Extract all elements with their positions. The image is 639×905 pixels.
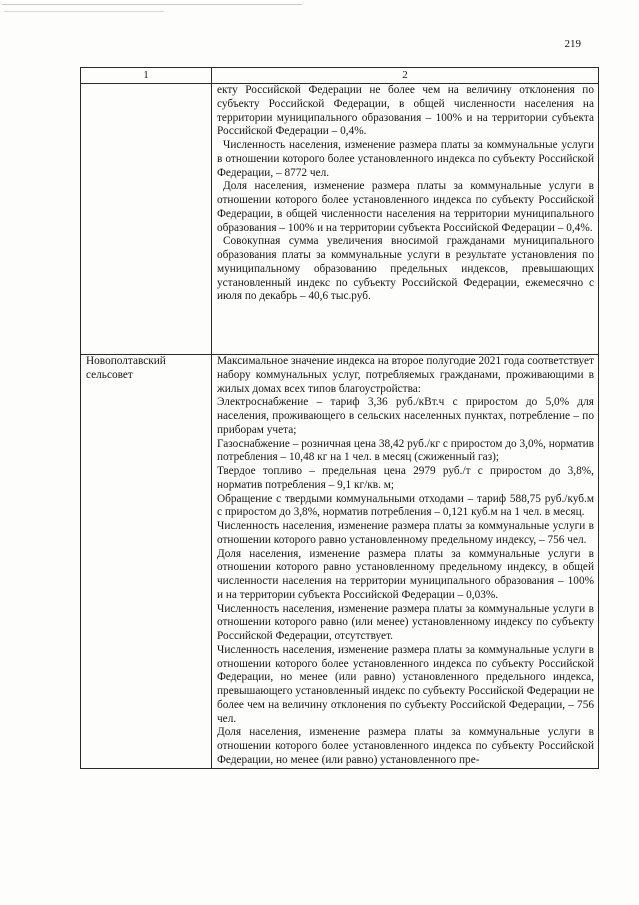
scan-edge-mark [2,4,302,5]
paragraph: Максимальное значение индекса на второе полугодие 2021 года соответствует набору коммунальных услуг, потребляемых гражданами, проживающими в жилых домах всех типов благоустройства: [217,355,594,395]
paragraph: Доля населения, изменение размера платы за коммунальные услуги в отношении которого более установленного индекса по субъекту Российской Федерации, в общей численности населения на территории муниципального образования – 100% и на территории субъекта Российской Федерации – 0,4%. [217,180,594,234]
paragraph: Газоснабжение – розничная цена 38,42 руб./кг с приростом до 3,0%, норматив потребления – 10,48 кг на 1 чел. в месяц (сжиженный газ); [217,437,594,464]
scan-edge-mark [4,11,164,12]
paragraph: екту Российской Федерации не более чем на величину отклонения по субъекту Российской Федерации, в общей численности населения на территории муниципального образования – 100% и на территории субъекта Российской Федерации – 0,4%. [217,84,594,138]
paragraph: Обращение с твердыми коммунальными отходами – тариф 588,75 руб./куб.м с приростом до 3,8%, норматив потребления – 0,121 куб.м на 1 чел. в месяц. [217,492,594,519]
paragraph: Численность населения, изменение размера платы за коммунальные услуги в отношении которого более установленного индекса по субъекту Российской Федерации, – 8772 чел. [217,139,594,179]
paragraph: Численность населения, изменение размера платы за коммунальные услуги в отношении которого равно установленному предельному индексу, – 756 чел. [217,520,594,546]
description-cell [212,355,599,769]
municipality-name-cell: Новополтавский сельсовет [81,355,212,769]
paragraph: Доля населения, изменение размера платы за коммунальные услуги в отношении которого более установленного индекса по субъекту Российской Федерации, но менее (или равно) установленного пре- [217,726,594,766]
header-col-2: 2 [212,68,599,84]
paragraph: Численность населения, изменение размера платы за коммунальные услуги в отношении которого равно (или менее) установленному индексу по субъекту Российской Федерации, отсутствует. [217,602,594,642]
paragraph: Совокупная сумма увеличения вносимой гражданами муниципального образования платы за коммунальные услуги в результате установления по муниципальному образованию предельных индексов, превышающих установленный индекс по субъекту Российской Федерации, ежемесячно с июля по декабрь – 40,6 тыс.руб. [217,235,594,303]
paragraph: Твердое топливо – предельная цена 2979 руб./т с приростом до 3,8%, норматив потребления – 9,1 кг/кв. м; [217,465,594,491]
municipality-name-cell [81,84,212,355]
page-number: 219 [564,38,581,50]
description-cell [212,84,599,355]
header-col-1: 1 [81,68,212,84]
table-row [81,84,599,355]
table-header-row [81,68,599,84]
document-table [80,67,599,769]
paragraph: Доля населения, изменение размера платы за коммунальные услуги в отношении которого равно установленному предельному индексу, в общей численности населения на территории муниципального образования – 100% и на территории субъекта Российской Федерации – 0,03%. [217,547,594,601]
paragraph: Электроснабжение – тариф 3,36 руб./кВт.ч с приростом до 5,0% для населения, проживающего в сельских населенных пунктах, потребление – по приборам учета; [217,396,594,436]
table-row [81,355,599,769]
paragraph: Численность населения, изменение размера платы за коммунальные услуги в отношении которого более установленного индекса по субъекту Российской Федерации, но менее (или равно) установленного предельного индекса, превышающего установленный индекс по субъекту Российской Федерации не более чем на величину отклонения по субъекту Российской Федерации, – 756 чел. [217,643,594,725]
